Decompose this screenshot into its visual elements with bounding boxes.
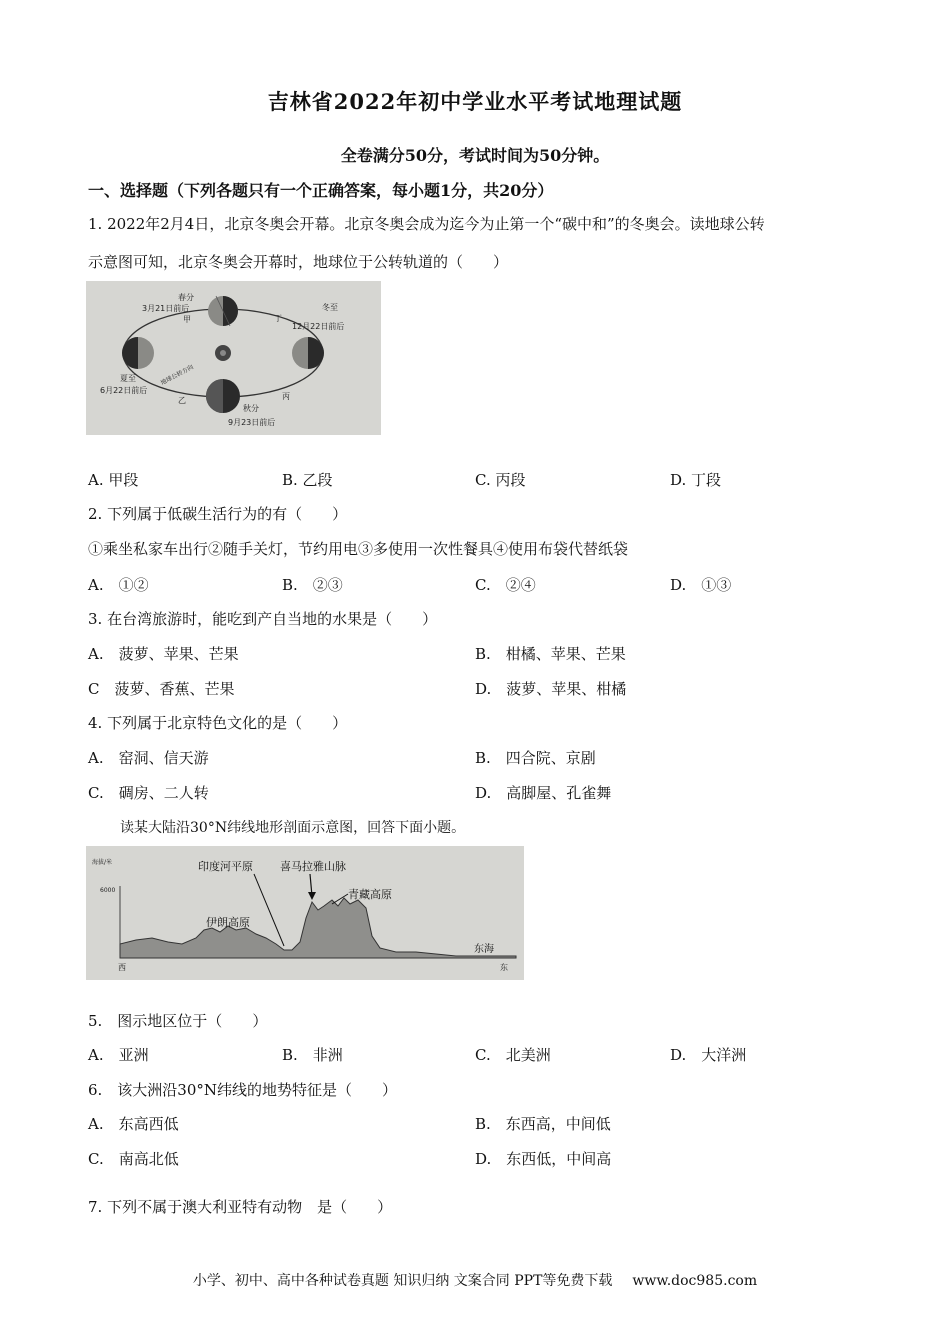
q4-stem: 4. 下列属于北京特色文化的是（ ） bbox=[88, 714, 348, 732]
q2-option-d[interactable]: D. ①③ bbox=[670, 576, 732, 594]
earth-winter bbox=[292, 337, 324, 369]
earth-autumn bbox=[206, 379, 240, 413]
q2-option-b[interactable]: B. ②③ bbox=[282, 576, 343, 594]
section-heading: 一、选择题（下列各题只有一个正确答案，每小题1分，共20分） bbox=[88, 181, 554, 200]
q6-option-a[interactable]: A. 东高西低 bbox=[88, 1115, 179, 1133]
terrain-profile-diagram bbox=[86, 846, 524, 980]
summer-date-label: 6月22日前后 bbox=[100, 386, 148, 395]
q1-option-d[interactable]: D. 丁段 bbox=[670, 471, 722, 489]
axis-label: 海拔/米 bbox=[92, 859, 113, 866]
seg-ding-label: 丁 bbox=[274, 314, 282, 323]
west-label: 西 bbox=[118, 963, 126, 972]
q1-option-a[interactable]: A. 甲段 bbox=[88, 471, 139, 489]
summer-label: 夏至 bbox=[120, 374, 136, 383]
earth-spring bbox=[208, 296, 238, 326]
q5-option-a[interactable]: A. 亚洲 bbox=[88, 1046, 149, 1064]
q3-stem: 3. 在台湾旅游时，能吃到产自当地的水果是（ ） bbox=[88, 610, 438, 628]
indus-plain-label: 印度河平原 bbox=[198, 860, 253, 873]
axis-tick-top: 6000 bbox=[100, 887, 116, 894]
q2-option-a[interactable]: A. ①② bbox=[88, 576, 149, 594]
q1-option-c[interactable]: C. 丙段 bbox=[475, 471, 526, 489]
q4-option-b[interactable]: B. 四合院、京剧 bbox=[475, 749, 596, 767]
q5-option-b[interactable]: B. 非洲 bbox=[282, 1046, 343, 1064]
autumn-label: 秋分 bbox=[243, 404, 259, 413]
q3-option-a[interactable]: A. 菠萝、苹果、芒果 bbox=[88, 645, 239, 663]
footer-text: 小学、初中、高中各种试卷真题 知识归纳 文案合同 PPT等免费下载 bbox=[192, 1273, 613, 1289]
earth-revolution-diagram bbox=[86, 281, 381, 435]
q5-option-d[interactable]: D. 大洋洲 bbox=[670, 1046, 747, 1064]
seg-jia-label: 甲 bbox=[183, 315, 191, 324]
q5-option-c[interactable]: C. 北美洲 bbox=[475, 1046, 551, 1064]
q2-option-c[interactable]: C. ②④ bbox=[475, 576, 536, 594]
q4-option-a[interactable]: A. 窑洞、信天游 bbox=[88, 749, 209, 767]
exam-info: 全卷满分50分，考试时间为50分钟。 bbox=[340, 146, 610, 165]
iran-plateau-label: 伊朗高原 bbox=[206, 916, 250, 929]
q7-stem: 7. 下列不属于澳大利亚特有动物 是（ ） bbox=[88, 1198, 393, 1216]
q2-stem: 2. 下列属于低碳生活行为的有（ ） bbox=[88, 505, 348, 523]
q4-option-c[interactable]: C. 碉房、二人转 bbox=[88, 784, 209, 802]
terrain-profile-figure bbox=[86, 846, 524, 980]
earth-revolution-figure bbox=[86, 281, 381, 435]
orbit-direction-label: 地球公转方向 bbox=[159, 363, 195, 387]
q4-option-d[interactable]: D. 高脚屋、孔雀舞 bbox=[475, 784, 612, 802]
q3-option-d[interactable]: D. 菠萝、苹果、柑橘 bbox=[475, 680, 627, 698]
tibet-plateau-label: 青藏高原 bbox=[348, 888, 392, 901]
q1-stem-line2: 示意图可知，北京冬奥会开幕时，地球位于公转轨道的（ ） bbox=[88, 253, 509, 271]
q1-option-b[interactable]: B. 乙段 bbox=[282, 471, 333, 489]
q2-items: ①乘坐私家车出行②随手关灯，节约用电③多使用一次性餐具④使用布袋代替纸袋 bbox=[88, 540, 629, 558]
footer-url[interactable]: www.doc985.com bbox=[632, 1273, 758, 1289]
east-label: 东 bbox=[500, 963, 508, 972]
winter-date-label: 12月22日前后 bbox=[292, 322, 345, 331]
q1-stem-line1: 1. 2022年2月4日，北京冬奥会开幕。北京冬奥会成为迄今为止第一个“碳中和”的冬奥会。读地球公转 bbox=[88, 215, 765, 233]
q6-option-c[interactable]: C. 南高北低 bbox=[88, 1150, 179, 1168]
spring-label: 春分 bbox=[178, 293, 194, 302]
east-sea-label: 东海 bbox=[474, 944, 494, 955]
autumn-date-label: 9月23日前后 bbox=[228, 418, 276, 427]
q6-option-d[interactable]: D. 东西低，中间高 bbox=[475, 1150, 612, 1168]
reading-intro: 读某大陆沿30°N纬线地形剖面示意图，回答下面小题。 bbox=[120, 820, 466, 836]
seg-yi-label: 乙 bbox=[178, 396, 186, 405]
q3-option-b[interactable]: B. 柑橘、苹果、芒果 bbox=[475, 645, 626, 663]
q6-stem: 6. 该大洲沿30°N纬线的地势特征是（ ） bbox=[88, 1081, 398, 1099]
page-footer bbox=[0, 1270, 950, 1290]
q3-option-c[interactable]: C 菠萝、香蕉、芒果 bbox=[88, 680, 235, 698]
page-title: 吉林省2022年初中学业水平考试地理试题 bbox=[267, 89, 683, 114]
himalaya-label: 喜马拉雅山脉 bbox=[280, 860, 346, 873]
q5-stem: 5. 图示地区位于（ ） bbox=[88, 1012, 268, 1030]
seg-bing-label: 丙 bbox=[282, 392, 290, 401]
spring-date-label: 3月21日前后 bbox=[142, 304, 190, 313]
winter-label: 冬至 bbox=[322, 303, 338, 312]
q6-option-b[interactable]: B. 东西高，中间低 bbox=[475, 1115, 611, 1133]
earth-summer bbox=[122, 337, 154, 369]
